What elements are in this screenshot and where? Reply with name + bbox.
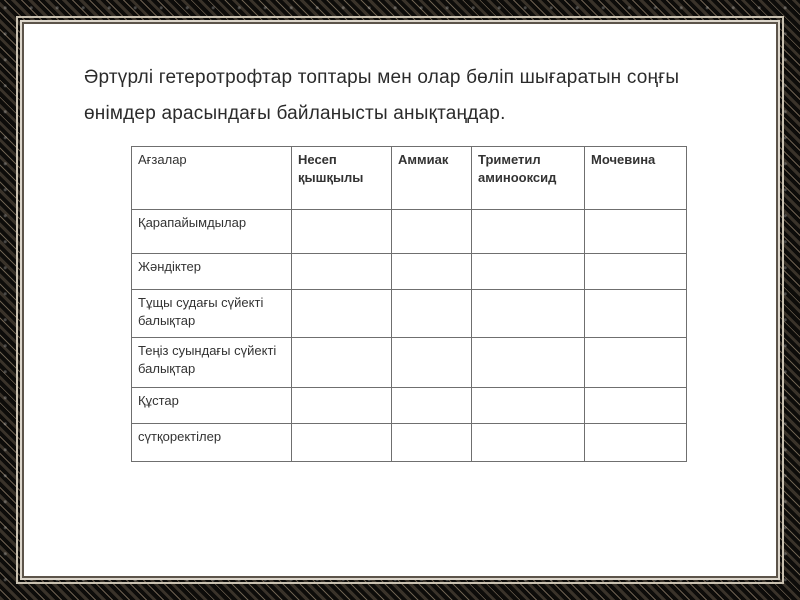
table-cell — [585, 424, 687, 462]
row-label: сүтқоректілер — [132, 424, 292, 462]
table-cell — [585, 290, 687, 338]
table-cell — [392, 388, 472, 424]
table-cell — [472, 338, 585, 388]
slide — [24, 24, 776, 576]
header-ammonia: Аммиак — [392, 147, 472, 210]
row-label: Қарапайымдылар — [132, 210, 292, 254]
row-label: Тұщы судағы сүйекті балықтар — [132, 290, 292, 338]
table-cell — [292, 254, 392, 290]
title-line-2: өнімдер арасындағы байланысты анықтаңдар. — [84, 103, 506, 124]
title-line-1: Әртүрлі гетеротрофтар топтары мен олар бөліп шығаратын соңғы — [84, 67, 680, 88]
table-cell — [392, 254, 472, 290]
table-cell — [292, 290, 392, 338]
table-row — [132, 388, 687, 424]
table-row — [132, 210, 687, 254]
header-uric-acid: Несеп қышқылы — [292, 147, 392, 210]
table-row — [132, 290, 687, 338]
header-organisms: Ағзалар — [132, 147, 292, 210]
table-cell — [392, 424, 472, 462]
table-cell — [472, 254, 585, 290]
table-cell — [585, 388, 687, 424]
table-row — [132, 254, 687, 290]
excretion-table — [131, 146, 687, 462]
row-label: Құстар — [132, 388, 292, 424]
table-cell — [585, 338, 687, 388]
table-cell — [472, 388, 585, 424]
row-label: Жәндіктер — [132, 254, 292, 290]
table-header-row — [132, 147, 687, 210]
header-trimethylamine-oxide: Триметил аминооксид — [472, 147, 585, 210]
row-label: Теңіз суындағы сүйекті балықтар — [132, 338, 292, 388]
table-cell — [472, 290, 585, 338]
table-cell — [585, 254, 687, 290]
table-row — [132, 338, 687, 388]
table-cell — [292, 210, 392, 254]
table-cell — [392, 290, 472, 338]
table-cell — [585, 210, 687, 254]
table-cell — [392, 210, 472, 254]
table-cell — [472, 210, 585, 254]
table-cell — [392, 338, 472, 388]
table-row — [132, 424, 687, 462]
header-urea: Мочевина — [585, 147, 687, 210]
table-cell — [292, 424, 392, 462]
slide-title — [84, 60, 744, 132]
table-cell — [472, 424, 585, 462]
table-cell — [292, 388, 392, 424]
table-cell — [292, 338, 392, 388]
